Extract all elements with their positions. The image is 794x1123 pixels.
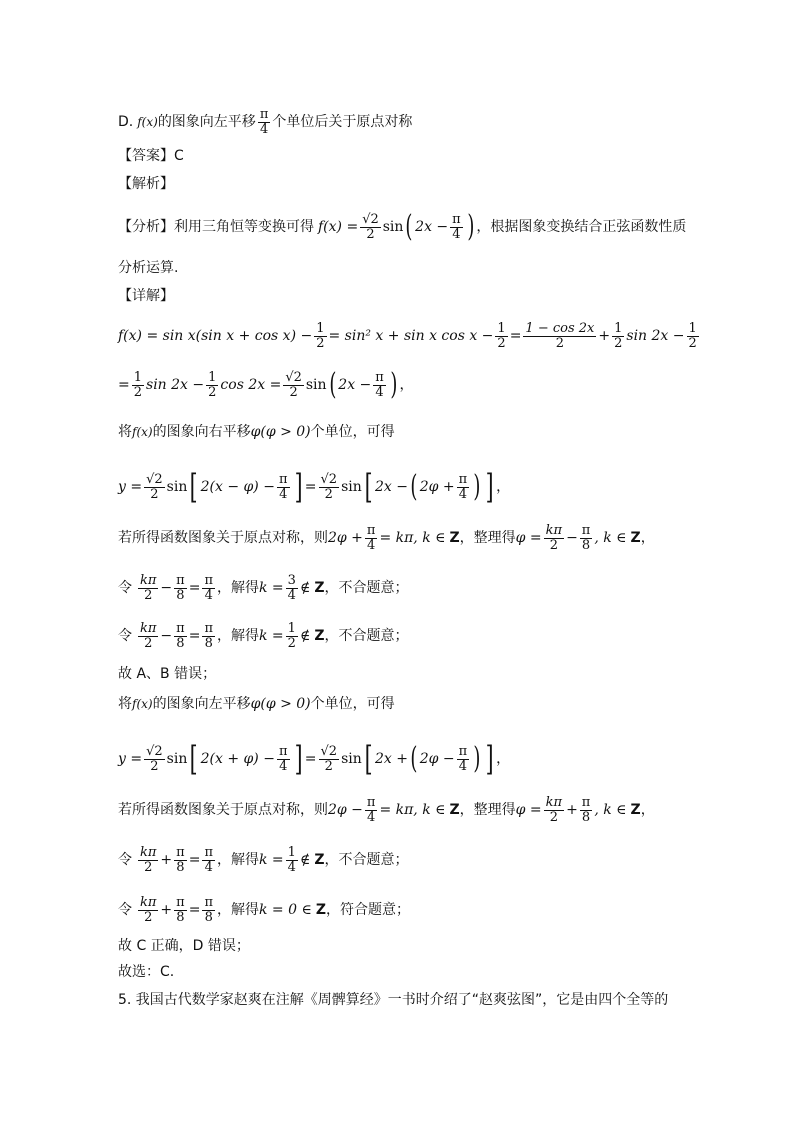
math-text: 2 <box>144 909 153 925</box>
math-text: = <box>509 328 522 345</box>
math-text: 1 − cos 2x <box>525 321 595 336</box>
math-text: π <box>581 523 591 538</box>
math-text: 1 <box>133 369 143 385</box>
bracket: ) <box>467 209 475 244</box>
math-text: 1 <box>287 845 296 860</box>
math-text: 3 <box>287 573 296 588</box>
math-text: Z <box>315 902 326 919</box>
math-text: 1 <box>208 369 217 385</box>
math-text: 利用三角恒等变换可得 <box>174 219 314 235</box>
fraction <box>202 574 215 602</box>
math-text: 1 <box>497 321 506 336</box>
math-text: 将 <box>118 696 132 712</box>
fraction <box>450 213 463 241</box>
bracket: ] <box>485 739 494 779</box>
fraction <box>544 524 564 552</box>
fraction <box>319 473 340 501</box>
math-text: π <box>366 795 376 810</box>
math-text: φ(φ > 0) <box>250 696 311 712</box>
math-text: 2 <box>549 537 558 553</box>
try-4 <box>118 896 410 924</box>
math-text: 1 <box>688 321 697 336</box>
math-text: π <box>452 211 461 227</box>
math-text: φ = <box>515 802 542 819</box>
math-text: sin 2x − <box>626 328 685 345</box>
fraction <box>258 108 271 136</box>
math-text: 若所得函数图象关于原点对称，则 <box>118 802 328 819</box>
math-text: y = <box>118 751 143 767</box>
fraction <box>138 846 158 874</box>
math-text: 8 <box>176 859 185 875</box>
math-text: ， <box>399 377 414 393</box>
try-2 <box>118 622 408 650</box>
math-text: 2 <box>366 226 375 242</box>
math-text: 2(x − φ) − <box>200 479 275 495</box>
fraction <box>138 574 158 602</box>
math-text: k = <box>258 852 284 869</box>
fraction <box>580 796 593 824</box>
math-text: ，解得 <box>216 580 259 597</box>
conclusion-1 <box>118 664 216 684</box>
math-text: 【分析】 <box>118 219 174 235</box>
math-text: 8 <box>176 587 185 603</box>
math-text: 【答案】 <box>118 148 174 164</box>
fraction <box>144 745 165 773</box>
fraction <box>202 896 215 924</box>
math-text: π <box>204 845 213 860</box>
math-text: ∉ <box>299 580 311 597</box>
bracket: ( <box>410 469 418 504</box>
math-text: C <box>174 148 184 164</box>
math-text: √2 <box>320 743 338 759</box>
math-text: 4 <box>204 859 213 875</box>
fraction <box>206 371 218 399</box>
math-text: 8 <box>176 635 185 651</box>
bracket: [ <box>364 739 373 779</box>
math-text: 4 <box>204 587 213 603</box>
math-text: 2 <box>133 384 143 400</box>
math-text: π <box>204 895 213 910</box>
fraction <box>286 622 298 650</box>
math-text: 个单位后关于原点对称 <box>272 114 413 131</box>
math-text: , k ∈ <box>594 530 627 547</box>
fraction <box>286 574 298 602</box>
math-text: 个单位，可得 <box>310 424 395 440</box>
math-text: 5. 我国古代数学家赵爽在注解《周髀算经》一书时介绍了“赵爽弦图”，它是由四个全等的 <box>118 992 669 1008</box>
math-text: 1 <box>287 621 296 636</box>
math-text: π <box>204 621 213 636</box>
math-text: 2(x + φ) − <box>200 751 275 767</box>
math-text: 的图象向左平移 <box>157 114 256 131</box>
math-text: sin <box>166 479 188 495</box>
option-d <box>118 108 412 136</box>
math-text: ∉ <box>299 628 311 645</box>
math-text: = <box>118 377 130 393</box>
bracket: [ <box>189 467 198 507</box>
math-text: π <box>581 795 591 810</box>
math-text: φ(φ > 0) <box>250 424 311 440</box>
math-text: ，解得 <box>216 852 259 869</box>
try-1 <box>118 574 408 602</box>
math-text: f(x) <box>137 115 158 130</box>
math-text: 的图象向右平移 <box>152 424 251 440</box>
math-text: 2 <box>549 809 558 825</box>
math-text: Z <box>630 530 641 547</box>
math-text: 4 <box>279 758 288 774</box>
fraction <box>612 322 624 350</box>
math-text: sin 2x − <box>146 377 205 393</box>
bracket: ] <box>294 467 303 507</box>
math-text: 若所得函数图象关于原点对称，则 <box>118 530 328 547</box>
fraction <box>457 473 470 501</box>
math-text: 4 <box>458 486 468 502</box>
math-text: √2 <box>285 369 302 385</box>
math-text: 2φ + <box>328 530 363 547</box>
math-text: − <box>566 530 578 547</box>
equation-4 <box>118 739 511 779</box>
fraction <box>174 622 187 650</box>
math-text: cos 2x = <box>220 377 282 393</box>
math-text: k = 0 ∈ <box>258 902 312 919</box>
fraction <box>277 473 290 501</box>
analysis-title <box>118 174 174 194</box>
bracket: ] <box>485 467 494 507</box>
math-text: k = <box>258 628 284 645</box>
math-text: ， <box>496 479 511 495</box>
math-text: kπ <box>545 795 563 810</box>
math-text: ， <box>496 751 511 767</box>
math-text: sin <box>305 377 327 393</box>
math-text: ，整理得 <box>459 802 516 819</box>
math-text: 故 C 正确，D 错误； <box>118 938 250 954</box>
fraction <box>174 896 187 924</box>
math-text: Z <box>630 802 641 819</box>
math-text: √2 <box>146 471 163 487</box>
math-text: 2 <box>688 335 697 351</box>
fraction <box>365 796 378 824</box>
final-choice <box>118 962 174 982</box>
equation-2 <box>118 367 414 402</box>
math-text: 4 <box>287 587 296 603</box>
math-text: Z <box>314 852 325 869</box>
fraction <box>202 846 215 874</box>
math-text: ，符合题意； <box>325 902 410 919</box>
math-text: = <box>188 580 201 597</box>
bracket: ( <box>410 741 418 776</box>
math-text: = <box>304 751 317 767</box>
math-text: = sin² x + sin x cos x − <box>328 328 494 345</box>
math-text: 令 <box>118 902 132 919</box>
math-text: = kπ, k ∈ <box>379 802 446 819</box>
math-text: 4 <box>367 809 376 825</box>
math-text: , k ∈ <box>594 802 627 819</box>
math-text: √2 <box>146 743 163 759</box>
fraction <box>283 371 304 399</box>
math-text: 2 <box>316 335 325 351</box>
math-text: 故 A、B 错误； <box>118 666 217 682</box>
math-text: 4 <box>367 537 376 553</box>
math-text: 2x + <box>375 751 408 767</box>
fraction <box>174 574 187 602</box>
math-text: 2x − <box>415 219 449 235</box>
fraction <box>687 322 699 350</box>
answer-line <box>118 146 184 166</box>
math-text: kπ <box>140 895 157 910</box>
math-text: 令 <box>118 580 132 597</box>
math-text: 分析运算. <box>118 260 179 276</box>
math-text: 2 <box>150 486 159 502</box>
fraction <box>495 322 507 350</box>
math-text: 2 <box>144 587 153 603</box>
fraction <box>373 371 386 399</box>
math-text: 【解析】 <box>118 176 174 192</box>
question-5 <box>118 990 668 1010</box>
math-text: 1 <box>614 321 623 336</box>
math-text: − <box>160 580 173 597</box>
math-text: ，不合题意； <box>324 580 409 597</box>
fraction <box>286 846 298 874</box>
math-text: 2 <box>324 486 333 502</box>
math-text: 8 <box>581 537 591 553</box>
math-text: sin <box>341 479 362 495</box>
math-text: 2 <box>497 335 506 351</box>
symmetry-1 <box>118 524 655 552</box>
math-text: = <box>304 479 317 495</box>
math-text: + <box>160 852 173 869</box>
math-text: ，不合题意； <box>324 628 409 645</box>
math-text: 的图象向左平移 <box>152 696 251 712</box>
math-text: f(x) <box>132 697 153 711</box>
fraction <box>314 322 326 350</box>
math-text: 2 <box>289 384 298 400</box>
math-text: Z <box>314 580 325 597</box>
math-text: f(x) <box>132 425 153 439</box>
math-text: π <box>278 743 288 759</box>
math-text: k = <box>258 580 284 597</box>
math-text: √2 <box>362 211 379 227</box>
math-text: φ = <box>515 530 542 547</box>
math-text: kπ <box>140 845 157 860</box>
math-text: π <box>366 523 376 538</box>
math-text: 2φ − <box>419 751 455 767</box>
fraction <box>144 473 165 501</box>
fraction <box>132 371 144 399</box>
math-text: Z <box>314 628 325 645</box>
math-text: = <box>188 628 201 645</box>
math-text: 4 <box>259 121 269 137</box>
math-text: 【详解】 <box>118 288 174 304</box>
math-text: 2 <box>324 758 333 774</box>
math-text: π <box>204 573 213 588</box>
fraction <box>138 622 158 650</box>
math-text: = kπ, k ∈ <box>379 530 446 547</box>
math-text: π <box>176 845 185 860</box>
math-text: 2 <box>208 384 217 400</box>
fraction <box>360 213 381 241</box>
bracket: ( <box>328 367 336 402</box>
fraction <box>544 796 564 824</box>
fenxi-cont <box>118 258 178 278</box>
math-text: 4 <box>287 859 296 875</box>
math-text: 2 <box>144 635 153 651</box>
fraction <box>277 745 290 773</box>
math-text: + <box>566 802 578 819</box>
math-text: 2φ − <box>328 802 363 819</box>
math-text: 4 <box>452 226 461 242</box>
math-text: ， <box>640 802 655 819</box>
math-text: 4 <box>279 486 288 502</box>
math-text: ，根据图象变换结合正弦函数性质 <box>476 219 687 235</box>
math-text: Z <box>449 802 460 819</box>
math-text: 8 <box>204 635 213 651</box>
math-text: ∉ <box>299 852 311 869</box>
math-text: 8 <box>581 809 591 825</box>
math-text: 2x − <box>338 377 372 393</box>
bracket: ] <box>294 739 303 779</box>
bracket: ) <box>473 741 481 776</box>
math-text: 令 <box>118 628 132 645</box>
math-text: kπ <box>140 573 157 588</box>
bracket: [ <box>364 467 373 507</box>
fraction <box>580 524 593 552</box>
math-text: kπ <box>140 621 157 636</box>
math-text: 2 <box>614 335 623 351</box>
fenxi-line <box>118 209 687 244</box>
math-text: 故选：C. <box>118 964 175 980</box>
fraction <box>138 896 158 924</box>
fraction <box>365 524 378 552</box>
math-text: sin <box>166 751 188 767</box>
math-text: = <box>188 852 201 869</box>
fraction <box>202 622 215 650</box>
math-text: f(x) = <box>318 219 359 235</box>
bracket: ) <box>390 367 398 402</box>
math-text: π <box>176 895 185 910</box>
math-text: 令 <box>118 852 132 869</box>
fraction <box>174 846 187 874</box>
math-text: π <box>375 369 384 385</box>
math-text: − <box>160 628 173 645</box>
bracket: ( <box>405 209 413 244</box>
math-text: + <box>598 328 611 345</box>
fraction <box>319 745 340 773</box>
math-text: 2 <box>150 758 159 774</box>
try-3 <box>118 846 408 874</box>
math-text: 2φ + <box>419 479 455 495</box>
math-text: 将 <box>118 424 132 440</box>
math-text: + <box>160 902 173 919</box>
math-text: Z <box>449 530 460 547</box>
math-text: kπ <box>545 523 563 538</box>
math-text: 2 <box>287 635 296 651</box>
math-text: 2 <box>144 859 153 875</box>
symmetry-2 <box>118 796 655 824</box>
math-text: 8 <box>204 909 213 925</box>
bracket: ) <box>473 469 481 504</box>
math-text: sin <box>382 219 404 235</box>
math-text: 2x − <box>375 479 408 495</box>
math-text: ，解得 <box>216 902 259 919</box>
math-text: 4 <box>458 758 468 774</box>
math-text: π <box>176 573 185 588</box>
math-text: 2 <box>555 335 565 351</box>
math-text: = <box>188 902 201 919</box>
math-text: 4 <box>375 384 384 400</box>
equation-1 <box>118 322 701 350</box>
math-text: ， <box>640 530 655 547</box>
fraction <box>457 745 470 773</box>
math-text: ，不合题意； <box>324 852 409 869</box>
math-text: y = <box>118 479 143 495</box>
equation-3 <box>118 467 511 507</box>
math-text: π <box>458 743 468 759</box>
math-text: π <box>176 621 185 636</box>
shift-left-line <box>118 694 395 714</box>
math-text: D. <box>118 114 134 131</box>
math-text: ，整理得 <box>459 530 516 547</box>
math-text: f(x) = sin x(sin x + cos x) − <box>118 328 313 345</box>
math-text: sin <box>341 751 362 767</box>
shift-right-line <box>118 422 395 442</box>
math-text: 个单位，可得 <box>310 696 395 712</box>
math-text: π <box>278 471 288 487</box>
fraction <box>523 322 596 350</box>
math-text: π <box>458 471 468 487</box>
math-text: ，解得 <box>216 628 259 645</box>
math-text: √2 <box>320 471 338 487</box>
math-text: π <box>259 107 269 122</box>
conclusion-2 <box>118 936 250 956</box>
bracket: [ <box>189 739 198 779</box>
detail-title <box>118 286 174 306</box>
math-text: 1 <box>316 321 325 336</box>
math-text: 8 <box>176 909 185 925</box>
